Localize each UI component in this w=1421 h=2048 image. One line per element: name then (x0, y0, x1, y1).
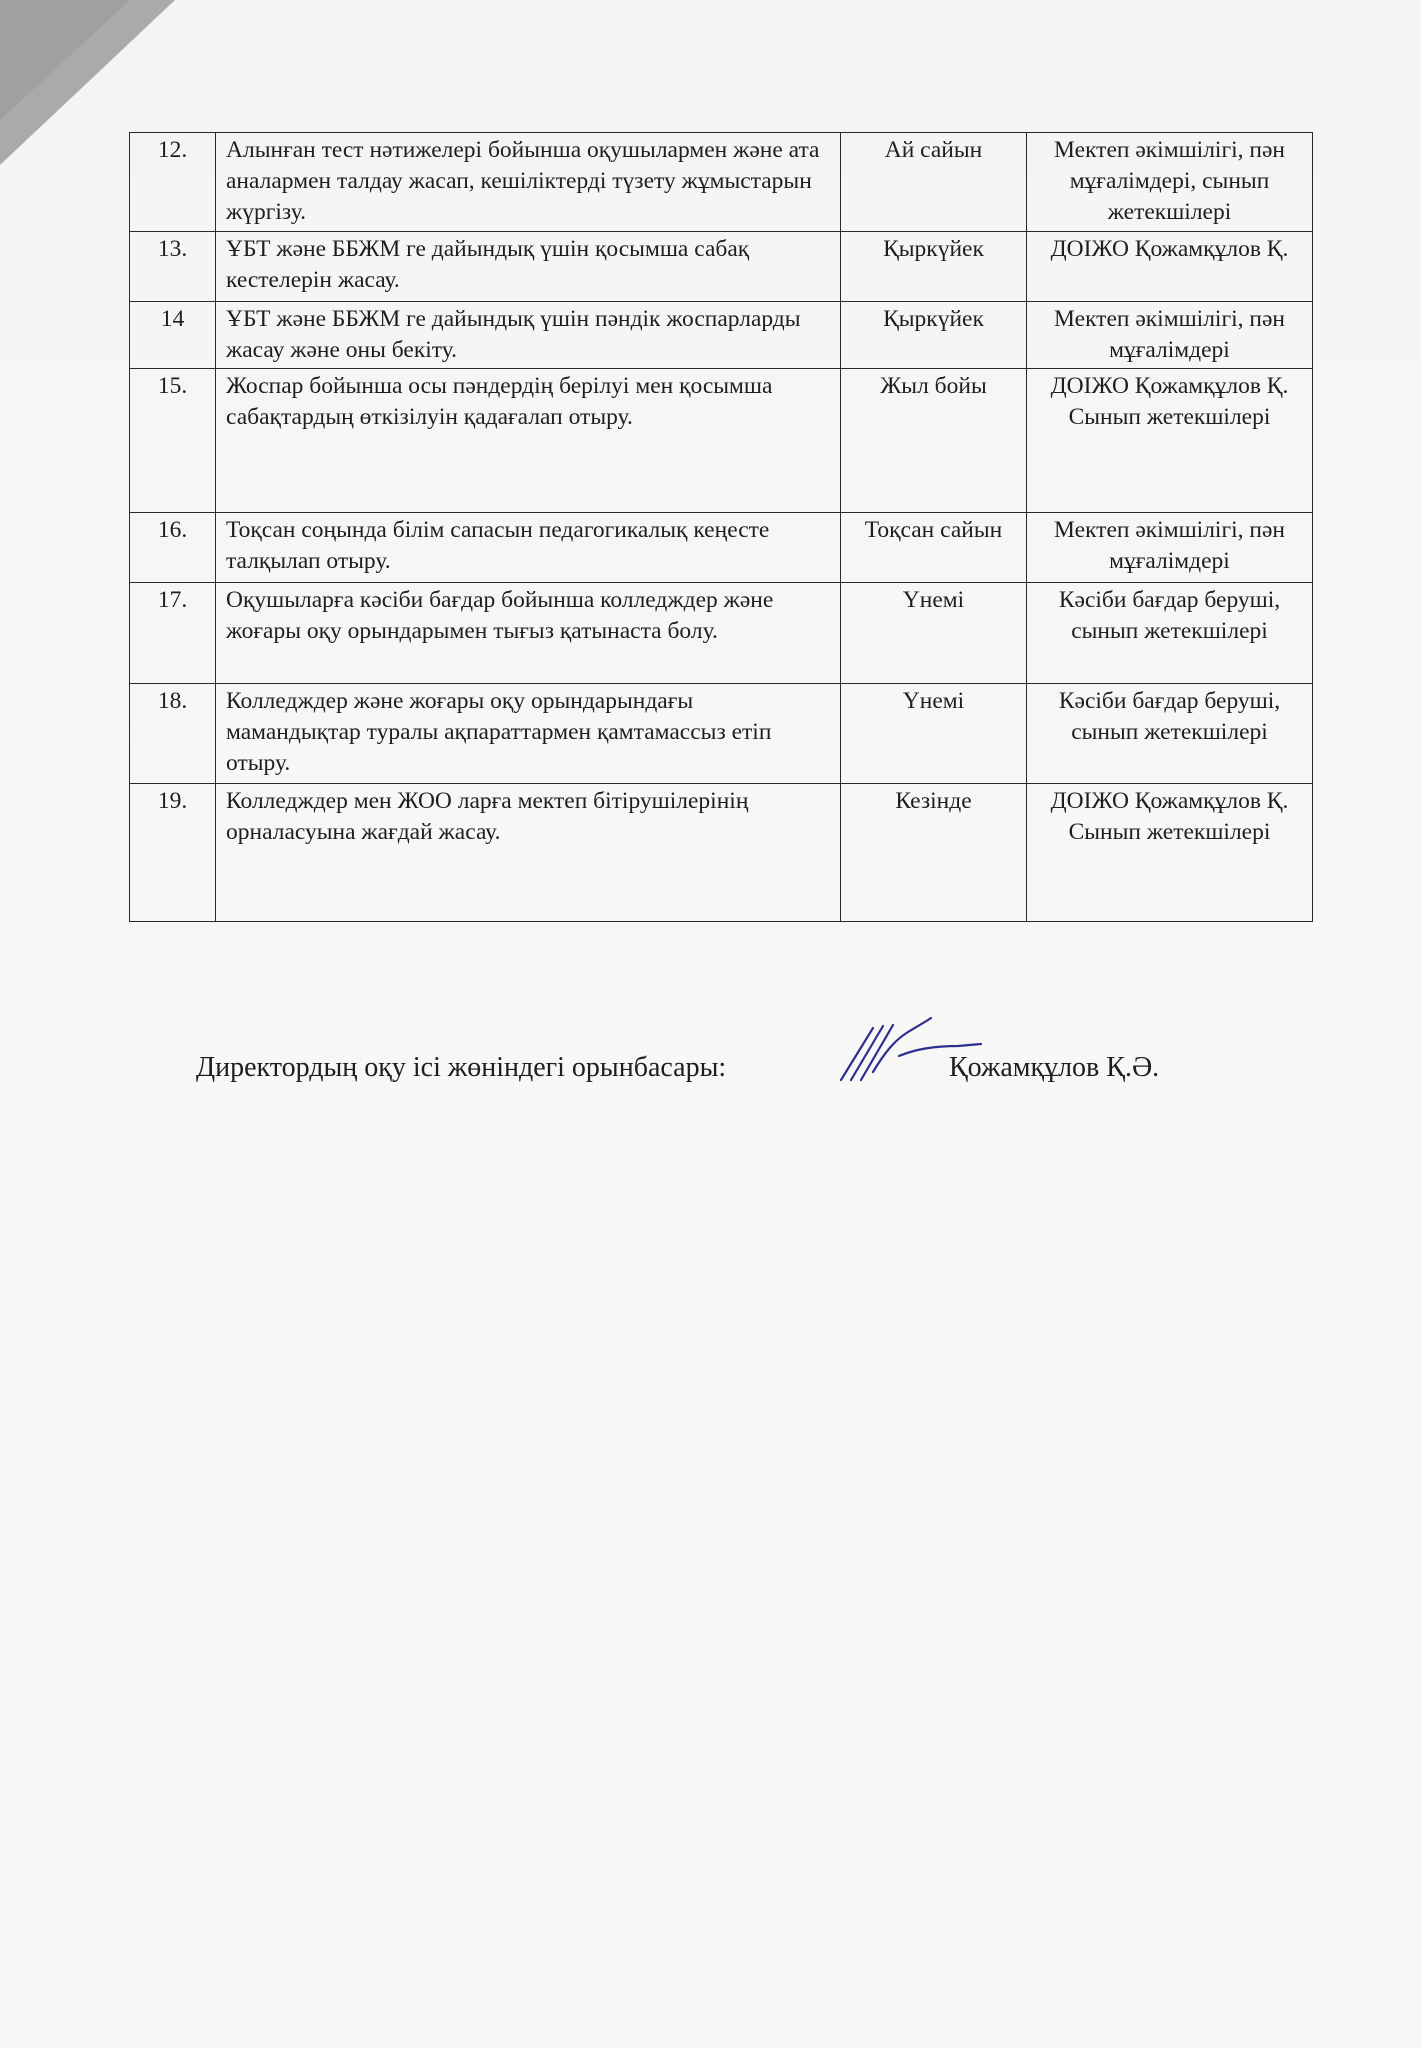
row-responsible: Кәсіби бағдар беруші, сынып жетекшілері (1027, 684, 1313, 784)
row-task: ҰБТ және ББЖМ ге дайындық үшін пәндік жоспарларды жасау және оны бекіту. (216, 302, 841, 369)
row-number: 19. (130, 784, 216, 922)
row-task: Алынған тест нәтижелері бойынша оқушылармен және ата аналармен талдау жасап, кешіліктерді түзету жұмыстарын жүргізу. (216, 133, 841, 232)
table-row (130, 369, 1313, 513)
row-term: Қыркүйек (841, 302, 1027, 369)
row-term: Тоқсан сайын (841, 513, 1027, 583)
row-term: Кезінде (841, 784, 1027, 922)
row-number: 15. (130, 369, 216, 513)
row-number: 14 (130, 302, 216, 369)
signature-line (196, 1042, 1316, 1092)
row-responsible: Кәсіби бағдар беруші, сынып жетекшілері (1027, 583, 1313, 684)
table-row (130, 232, 1313, 302)
row-term: Ай сайын (841, 133, 1027, 232)
folded-corner-shadow (0, 0, 130, 120)
row-responsible: ДОІЖО Қожамқұлов Қ. (1027, 232, 1313, 302)
row-responsible: ДОІЖО Қожамқұлов Қ. Сынып жетекшілері (1027, 784, 1313, 922)
handwritten-signature (833, 1010, 983, 1085)
row-term: Үнемі (841, 583, 1027, 684)
row-responsible: ДОІЖО Қожамқұлов Қ. Сынып жетекшілері (1027, 369, 1313, 513)
row-number: 16. (130, 513, 216, 583)
table-row (130, 133, 1313, 232)
table-row (130, 302, 1313, 369)
row-number: 12. (130, 133, 216, 232)
position-label: Директордың оқу ісі жөніндегі орынбасары: (196, 1052, 727, 1083)
row-task: Колледждер мен ЖОО ларға мектеп бітірушілерінің орналасуына жағдай жасау. (216, 784, 841, 922)
row-number: 13. (130, 232, 216, 302)
signer-name: Қожамқұлов Қ.Ә. (949, 1052, 1160, 1083)
plan-table (129, 132, 1313, 922)
row-term: Жыл бойы (841, 369, 1027, 513)
row-task: Тоқсан соңында білім сапасын педагогикалық кеңесте талқылап отыру. (216, 513, 841, 583)
row-number: 18. (130, 684, 216, 784)
row-task: ҰБТ және ББЖМ ге дайындық үшін қосымша сабақ кестелерін жасау. (216, 232, 841, 302)
row-task: Оқушыларға кәсіби бағдар бойынша колледждер және жоғары оқу орындарымен тығыз қатынаста болу. (216, 583, 841, 684)
row-responsible: Мектеп әкімшілігі, пән мұғалімдері, сынып жетекшілері (1027, 133, 1313, 232)
row-task: Жоспар бойынша осы пәндердің берілуі мен қосымша сабақтардың өткізілуін қадағалап отыру. (216, 369, 841, 513)
row-responsible: Мектеп әкімшілігі, пән мұғалімдері (1027, 513, 1313, 583)
row-term: Қыркүйек (841, 232, 1027, 302)
row-term: Үнемі (841, 684, 1027, 784)
table-row (130, 583, 1313, 684)
row-number: 17. (130, 583, 216, 684)
table-row (130, 784, 1313, 922)
table-row (130, 684, 1313, 784)
table-row (130, 513, 1313, 583)
row-task: Колледждер және жоғары оқу орындарындағы мамандықтар туралы ақпараттармен қамтамассыз етіп отыру. (216, 684, 841, 784)
row-responsible: Мектеп әкімшілігі, пән мұғалімдері (1027, 302, 1313, 369)
